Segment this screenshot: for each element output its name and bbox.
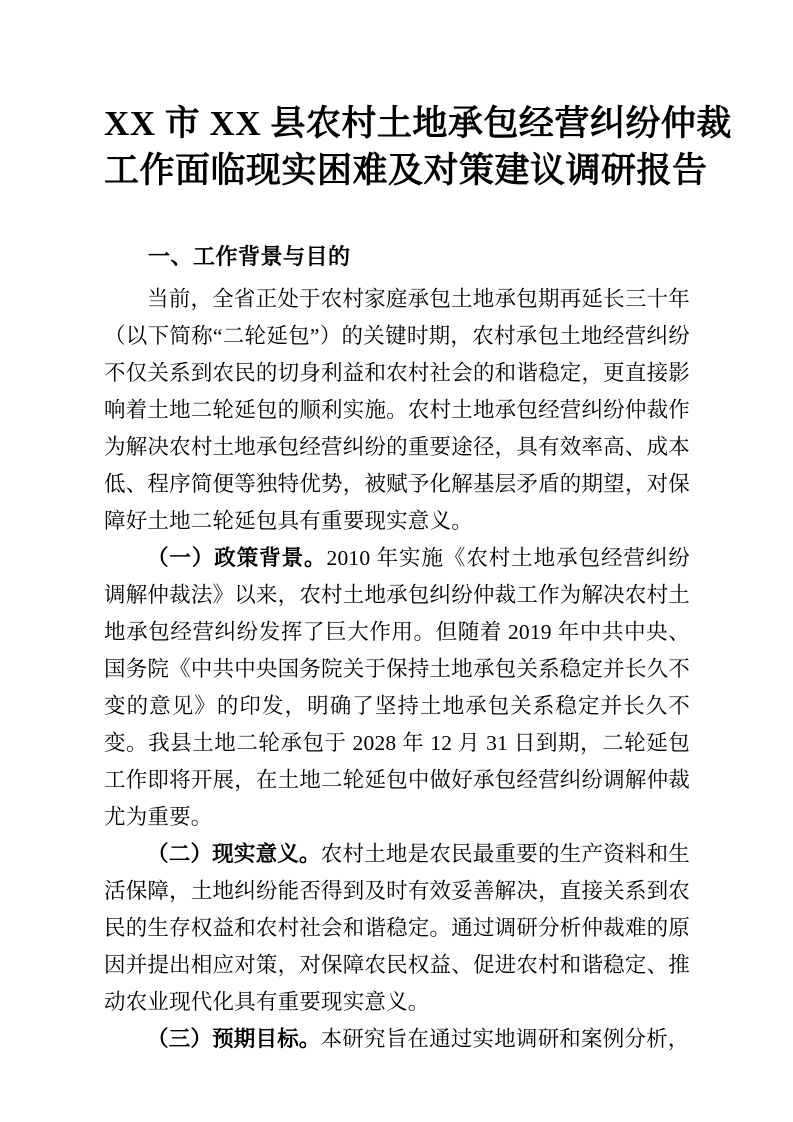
paragraph-text: 2010 年实施《农村土地承包经营纠纷调解仲裁法》以来，农村土地承包纠纷仲裁工作为解决农村土地承包经营纠纷发挥了巨大作用。但随着 2019 年中共中央、国务院《中共中央国务院关于保持土地承包关系稳定并长久不变的意见》的印发，明确了坚持土地承包关系稳定并长久不变。我县土地二轮承包于 2028 年 12 月 31 日到期，二轮延包工作即将开展，在土地二轮延包中做好承包经营纠纷调解仲裁尤为重要。 — [104, 546, 690, 829]
paragraph-policy-background — [104, 540, 690, 836]
section-heading: 一、工作背景与目的 — [148, 244, 351, 269]
paragraph-lead: （三）预期目标。 — [147, 1027, 321, 1051]
paragraph-text: 农村土地是农民最重要的生产资料和生活保障，土地纠纷能否得到及时有效妥善解决，直接关系到农民的生存权益和农村社会和谐稳定。通过调研分析仲裁难的原因并提出相应对策，对保障农民权益、促进农村和谐稳定、推动农业现代化具有重要现实意义。 — [104, 842, 690, 1014]
paragraph-text: 当前，全省正处于农村家庭承包土地承包期再延长三十年（以下简称“二轮延包”）的关键时期，农村承包土地经营纠纷不仅关系到农民的切身利益和农村社会的和谐稳定，更直接影响着土地二轮延包的顺利实施。农村土地承包经营纠纷仲裁作为解决农村土地承包经营纠纷的重要途径，具有效率高、成本低、程序简便等独特优势，被赋予化解基层矛盾的期望，对保障好土地二轮延包具有重要现实意义。 — [104, 287, 690, 533]
paragraph-text: 本研究旨在通过实地调研和案例分析， — [320, 1027, 690, 1051]
document-title-line-2: 工作面临现实困难及对策建议调研报告 — [104, 151, 708, 190]
document-title-line-1: XX 市 XX 县农村土地承包经营纠纷仲裁 — [104, 104, 732, 143]
paragraph-lead: （二）现实意义。 — [147, 842, 321, 866]
paragraph-expected-goal — [104, 1021, 690, 1058]
paragraph-background-intro — [104, 281, 690, 540]
paragraph-lead: （一）政策背景。 — [147, 546, 327, 570]
document-title — [104, 100, 732, 194]
paragraph-practical-significance — [104, 836, 690, 1021]
